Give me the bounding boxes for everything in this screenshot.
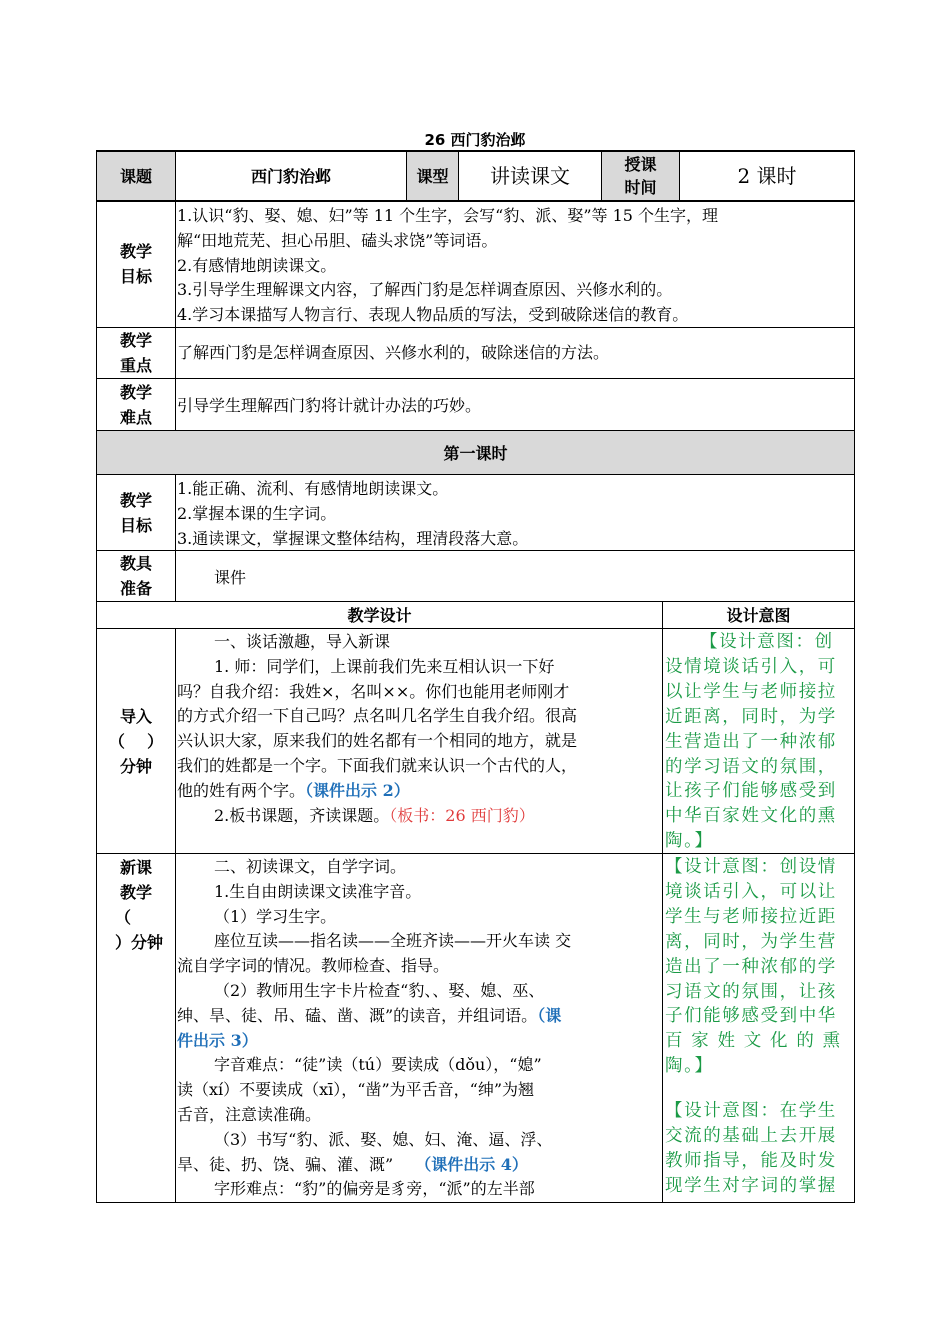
new-lesson-step: （3）书写“豹、派、娶、媳、妇、淹、逼、浮、 bbox=[214, 1129, 553, 1149]
difficulties-label: 教学 难点 bbox=[119, 382, 152, 427]
time-label: 授课 时间 bbox=[624, 155, 657, 197]
new-lesson-step: 流自学字词的情况。教师检查、指导。 bbox=[177, 956, 450, 976]
col-design-header: 教学设计 bbox=[347, 605, 412, 625]
intro-p1-line: 兴认识大家，原来我们的姓名都有一个相同的地方，就是 bbox=[177, 731, 578, 751]
new-lesson-content bbox=[177, 855, 661, 1202]
objective-line: 2.有感情地朗读课文。 bbox=[177, 255, 337, 275]
new-lesson-heading: 二、初读课文，自学字词。 bbox=[214, 857, 407, 876]
type-value: 讲读课文 bbox=[490, 163, 570, 188]
objective-line: 解“田地荒芜、担心吊胆、磕头求饶”等词语。 bbox=[177, 230, 498, 250]
new-lesson-step: 旱、徒、扔、饶、骗、灌、溉” （课件出示 4） bbox=[177, 1154, 528, 1174]
new-lesson-step: 字音难点：“徒”读（tú）要读成（dǒu），“媳” bbox=[214, 1055, 542, 1075]
new-lesson-step: 座位互读——指名读——全班齐读——开火车读 交 bbox=[214, 931, 572, 951]
board-note: （板书：26 西门豹） bbox=[389, 805, 535, 825]
intro-heading: 一、谈话激趣，导入新课 bbox=[214, 632, 391, 651]
lesson-objectives-label: 教学 目标 bbox=[119, 490, 152, 535]
objective-line: 3.引导学生理解课文内容，了解西门豹是怎样调查原因、兴修水利的。 bbox=[177, 280, 673, 300]
intro-p1-last-line: 他的姓有两个字。（课件出示 2） bbox=[177, 780, 410, 800]
key-points-text: 了解西门豹是怎样调查原因、兴修水利的，破除迷信的方法。 bbox=[177, 343, 610, 362]
courseware-ref: 件出示 3） bbox=[177, 1030, 258, 1050]
objective-line: 1.认识“豹、娶、媳、妇”等 11 个生字，会写“豹、派、娶”等 15 个生字，理 bbox=[177, 206, 719, 225]
lesson-objective-line: 3.通读课文，掌握课文整体结构，理清段落大意。 bbox=[177, 528, 529, 548]
intro-p1-line: 我们的姓都是一个字。下面我们就来认识一个古代的人， bbox=[177, 755, 578, 775]
new-lesson-step: 绅、旱、徒、吊、磕、凿、溉”的读音，并组词语。（课 bbox=[177, 1005, 562, 1025]
time-value: 2 课时 bbox=[737, 163, 797, 188]
lesson-objectives-list bbox=[177, 477, 528, 551]
topic-value: 西门豹治邺 bbox=[250, 166, 331, 186]
tools-text: 课件 bbox=[214, 568, 247, 587]
objective-line: 4.学习本课描写人物言行、表现人物品质的写法，受到破除迷信的教育。 bbox=[177, 305, 689, 325]
lesson-one-heading-row bbox=[97, 431, 854, 474]
objectives-label: 教学 目标 bbox=[119, 242, 152, 286]
new-lesson-step: 读（xí）不要读成（xī），“凿”为平舌音，“绅”为翘 bbox=[177, 1080, 535, 1100]
lesson-objective-line: 2.掌握本课的生字词。 bbox=[177, 503, 337, 523]
intro-intent: 【设计意图：创 设情境谈话引入，可 以让学生与老师接拉 近距离，同时，为学 生营造出了一种浓郁 的学习语文的氛围， 让孩子们能够感受到 中华百家姓文化的熏 陶。】 bbox=[665, 632, 837, 852]
type-label: 课型 bbox=[416, 166, 449, 186]
new-lesson-intent: 【设计意图：创设情 境谈话引入，可以让 学生与老师接拉近距 离，同时，为学生营 造出了一种浓郁的学 习语文的氛围，让孩 子们能够感受到中华 百 家 姓 文 化 的 熏 陶。】 【设计意图：在学生 交流的基础上去开展 教师指导，能及时发 现学生对字词的掌握 bbox=[665, 857, 842, 1196]
intro-p1-line: 1. 师：同学们，上课前我们先来互相认识一下好 bbox=[214, 656, 555, 676]
new-lesson-step: 舌音，注意读准确。 bbox=[177, 1104, 322, 1124]
page-title: 26 西门豹治邺 bbox=[424, 131, 526, 149]
lesson-objective-line: 1.能正确、流利、有感情地朗读课文。 bbox=[177, 479, 449, 498]
intro-label: 导入 （ ） 分钟 bbox=[108, 706, 164, 776]
difficulties-text: 引导学生理解西门豹将计就计办法的巧妙。 bbox=[177, 396, 482, 415]
courseware-ref: （课件出示 2） bbox=[305, 780, 410, 800]
intro-p1-line: 的方式介绍一下自己吗？点名叫几名学生自我介绍。很高 bbox=[177, 706, 578, 726]
lesson-one-heading: 第一课时 bbox=[443, 444, 508, 463]
new-lesson-step: （2）教师用生字卡片检查“豹、、娶、媳、巫、 bbox=[214, 980, 545, 1000]
courseware-ref: （课件出示 4） bbox=[415, 1154, 528, 1174]
intro-content bbox=[177, 630, 661, 828]
new-lesson-step: 字形难点：“豹”的偏旁是豸旁，“派”的左半部 bbox=[214, 1179, 535, 1199]
key-points-label: 教学 重点 bbox=[119, 331, 152, 375]
topic-label: 课题 bbox=[119, 166, 152, 186]
courseware-ref: （课 bbox=[537, 1005, 562, 1025]
intro-p2-line: 2.板书课题，齐读课题。（板书：26 西门豹） bbox=[214, 805, 535, 825]
new-lesson-step: 1.生自由朗读课文读准字音。 bbox=[214, 881, 422, 901]
tools-label: 教具 准备 bbox=[119, 554, 152, 598]
col-intent-header: 设计意图 bbox=[726, 605, 791, 625]
objectives-list bbox=[177, 204, 853, 328]
new-lesson-label: 新课 教学 （ ）分钟 bbox=[115, 858, 164, 952]
intro-p1-line: 吗？自我介绍：我姓×，名叫××。你们也能用老师刚才 bbox=[177, 681, 570, 701]
new-lesson-step: （1）学习生字。 bbox=[214, 906, 337, 926]
